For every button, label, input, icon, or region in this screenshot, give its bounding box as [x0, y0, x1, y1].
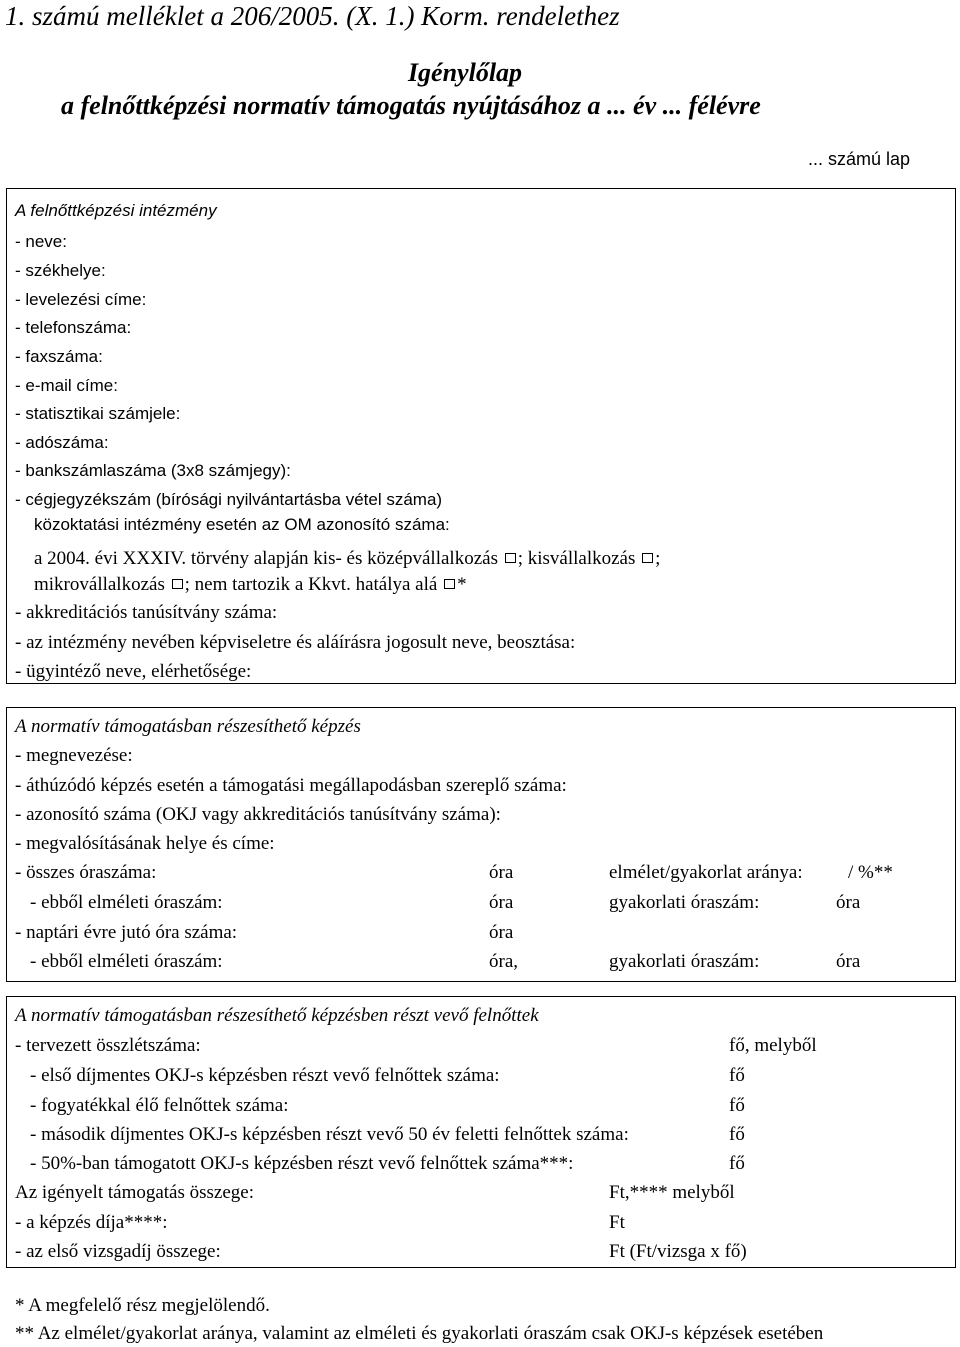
half-supported-field: - 50%-ban támogatott OKJ-s képzésben részt vevő felnőttek száma***: [30, 1153, 574, 1174]
representative-field: - az intézmény nevében képviseletre és aláírásra jogosult neve, beosztása: [15, 632, 576, 653]
training-fee-unit: Ft [609, 1212, 625, 1233]
calendar-hours-field: - naptári évre jutó óra száma: [15, 922, 238, 943]
sheet-number: ... számú lap [807, 149, 910, 169]
practice-hours-unit-2: óra [836, 951, 861, 972]
practice-hours-unit: óra [836, 892, 861, 913]
theory-hours-field: - ebből elméleti óraszám: [30, 892, 223, 913]
institution-email-field: - e-mail címe: [15, 376, 118, 395]
training-heading: A normatív támogatásban részesíthető képzés [15, 716, 361, 737]
sme-footnote-mark: * [457, 574, 467, 595]
institution-seat-field: - székhelye: [15, 261, 106, 280]
institution-postal-field: - levelezési címe: [15, 290, 147, 309]
training-location-field: - megvalósításának helye és címe: [15, 833, 275, 854]
institution-heading: A felnőttképzési intézmény [15, 201, 217, 220]
sme-micro-label: mikrovállalkozás [34, 574, 165, 595]
requested-amount-field: Az igényelt támogatás összege: [15, 1182, 255, 1203]
institution-stat-code-field: - statisztikai számjele: [15, 404, 181, 423]
footnote-2: ** Az elmélet/gyakorlat aránya, valamint az elméleti és gyakorlati óraszám csak OKJ-s képzések esetében [15, 1323, 824, 1344]
requested-amount-unit: Ft,**** melyből [609, 1182, 735, 1203]
administrator-field: - ügyintéző neve, elérhetősége: [15, 661, 252, 682]
theory-hours-field-2: - ebből elméleti óraszám: [30, 951, 223, 972]
annex-reference: 1. számú melléklet a 206/2005. (X. 1.) Korm. rendelethez [5, 1, 620, 31]
first-free-unit: fő [729, 1065, 745, 1086]
institution-om-id-field: közoktatási intézmény esetén az OM azonosító száma: [34, 515, 450, 534]
training-carryover-field: - áthúzódó képzés esetén a támogatási megállapodásban szereplő száma: [15, 775, 567, 796]
institution-name-field: - neve: [15, 232, 67, 251]
sme-none-checkbox[interactable] [444, 579, 455, 589]
sme-none-label: ; nem tartozik a Kkvt. hatálya alá [184, 574, 438, 595]
sme-medium-checkbox[interactable] [505, 553, 516, 563]
exam-fee-unit: Ft (Ft/vizsga x fő) [609, 1241, 747, 1262]
first-free-field: - első díjmentes OKJ-s képzésben részt vevő felnőttek száma: [30, 1065, 500, 1086]
disabled-unit: fő [729, 1095, 745, 1116]
training-identifier-field: - azonosító száma (OKJ vagy akkreditációs tanúsítvány száma): [15, 804, 501, 825]
sme-micro-checkbox[interactable] [172, 579, 183, 589]
participants-heading: A normatív támogatásban részesíthető képzésben részt vevő felnőttek [15, 1005, 539, 1026]
institution-phone-field: - telefonszáma: [15, 318, 132, 337]
training-fee-field: - a képzés díja****: [15, 1212, 168, 1233]
half-supported-unit: fő [729, 1153, 745, 1174]
institution-bank-field: - bankszámlaszáma (3x8 számjegy): [15, 461, 291, 480]
accreditation-field: - akkreditációs tanúsítvány száma: [15, 602, 278, 623]
ratio-value: / %** [848, 862, 893, 883]
total-hours-field: - összes óraszáma: [15, 862, 157, 883]
sme-status-line-1 [34, 549, 660, 568]
institution-fax-field: - faxszáma: [15, 347, 103, 366]
disabled-field: - fogyatékkal élő felnőttek száma: [30, 1095, 289, 1116]
theory-hours-unit-2: óra, [489, 951, 519, 972]
sme-separator: ; [655, 548, 661, 569]
training-designation-field: - megnevezése: [15, 745, 133, 766]
form-subtitle: a felnőttképzési normatív támogatás nyújtásához a ... év ... félévre [61, 91, 761, 120]
ratio-label: elmélet/gyakorlat aránya: [609, 862, 803, 883]
institution-tax-field: - adószáma: [15, 433, 109, 452]
footnote-1: * A megfelelő rész megjelölendő. [15, 1295, 270, 1316]
exam-fee-field: - az első vizsgadíj összege: [15, 1241, 221, 1262]
second-free-field: - második díjmentes OKJ-s képzésben részt vevő 50 év feletti felnőttek száma: [30, 1124, 629, 1145]
theory-hours-unit: óra [489, 892, 514, 913]
sme-small-checkbox[interactable] [642, 553, 653, 563]
practice-hours-label-2: gyakorlati óraszám: [609, 951, 760, 972]
total-hours-unit: óra [489, 862, 514, 883]
sme-status-line-2 [34, 575, 467, 594]
second-free-unit: fő [729, 1124, 745, 1145]
sme-medium-label: a 2004. évi XXXIV. törvény alapján kis- és középvállalkozás [34, 548, 498, 569]
planned-total-unit: fő, melyből [729, 1035, 817, 1056]
sme-small-label: ; kisvállalkozás [517, 548, 636, 569]
calendar-hours-unit: óra [489, 922, 514, 943]
institution-company-reg-field: - cégjegyzékszám (bírósági nyilvántartásba vétel száma) [15, 490, 443, 509]
planned-total-field: - tervezett összlétszáma: [15, 1035, 201, 1056]
form-title: Igénylőlap [407, 58, 523, 87]
practice-hours-label: gyakorlati óraszám: [609, 892, 760, 913]
